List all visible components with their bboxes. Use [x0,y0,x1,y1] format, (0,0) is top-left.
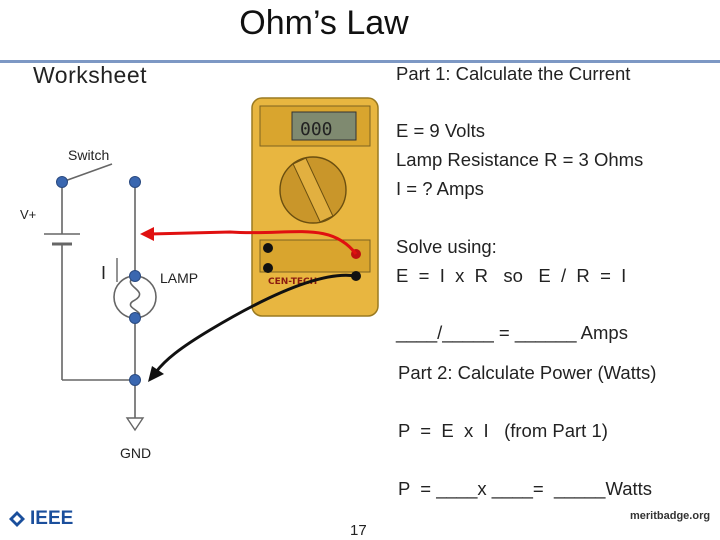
part1-resistance: Lamp Resistance R = 3 Ohms [396,149,644,170]
part2-heading: Part 2: Calculate Power (Watts) [398,362,657,383]
page-number: 17 [350,522,367,539]
ieee-logo [8,508,73,530]
ieee-diamond-icon [8,510,26,528]
meter-display: 000 [300,119,333,140]
part1-voltage: E = 9 Volts [396,120,485,141]
part1-formula: E = I x R so E / R = I [396,265,627,286]
worksheet-subtitle: Worksheet [33,62,148,88]
lamp-symbol [114,276,156,318]
part1-heading: Part 1: Calculate the Current [396,63,631,84]
multimeter [252,98,378,316]
part2-formula: P = E x I (from Part 1) [398,420,608,441]
part2-answer-line: P = ____x ____= _____Watts [398,478,653,499]
meter-brand: CEN-TECH [268,277,318,287]
circuit-nodes [57,177,141,386]
circuit-wires [62,164,135,418]
page-title: Ohm’s Law [239,4,409,42]
black-lead-arrow [148,366,164,382]
meritbadge-logo: meritbadge.org [630,510,711,522]
part1-solve-heading: Solve using: [396,236,497,257]
vplus-label: V+ [20,207,37,222]
current-label: I [101,263,107,283]
switch-label: Switch [68,147,110,163]
ieee-logo-text: IEEE [30,508,74,529]
lamp-label: LAMP [160,270,199,286]
red-lead-arrow [140,227,154,241]
part1-current: I = ? Amps [396,178,484,199]
gnd-label: GND [120,445,152,461]
ground-symbol [127,418,143,430]
part1-answer-line: ____/_____ = ______ Amps [396,322,628,343]
